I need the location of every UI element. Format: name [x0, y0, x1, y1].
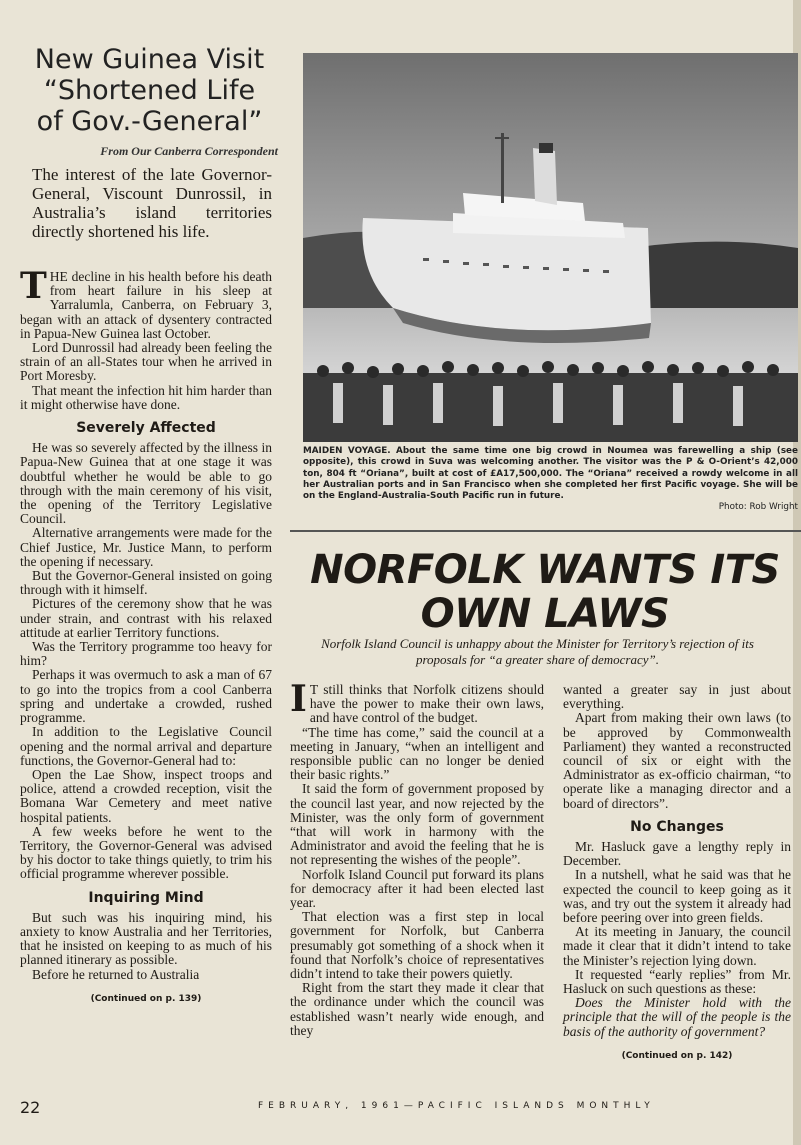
photo-caption [303, 446, 798, 514]
section-rule [290, 530, 801, 532]
paragraph: wanted a greater say in just about everything. [563, 682, 791, 712]
paragraph: Norfolk Island Council put forward its plans for democracy after it had been elected last year. [290, 866, 544, 911]
ship-photo-illustration [303, 53, 798, 442]
paragraph: At its meeting in January, the council made it clear that it didn’t intend to take the Minister’s rejection lying down. [563, 924, 791, 968]
paragraph: That meant the infection hit him harder than it might otherwise have done. [20, 382, 272, 412]
article-headline [22, 44, 277, 137]
paragraph: But the Governor-General insisted on going through with it himself. [20, 568, 272, 598]
running-footer: FEBRUARY, 1961—PACIFIC ISLANDS MONTHLY [258, 1101, 655, 1111]
byline: From Our Canberra Correspondent [100, 144, 278, 158]
first-paragraph: I T still thinks that Norfolk citizens should have the power to make their own laws, and have control of the budget. [290, 678, 544, 726]
headline-line: NORFOLK WANTS ITS [310, 547, 780, 593]
photo-credit: Photo: Rob Wright [718, 502, 798, 513]
subheading: No Changes [630, 818, 724, 835]
paragraph: Apart from making their own laws (to be approved by Commonwealth Parliament) they wanted a reconstructed council of six or eight with the Administrator as ex-officio chairman, “to operate like a managing director and a board of directors”. [563, 710, 791, 811]
left-article-body [20, 265, 272, 1006]
paragraph: Before he returned to Australia [32, 966, 200, 982]
drop-cap: T [20, 265, 47, 307]
paragraph: It said the form of government proposed by the council last year, and now rejected by the Minister, was the only form of government “that will work in harmony with the Administrator and avoid the feeling that he is not representing the wishes of the people”. [290, 781, 544, 868]
paragraph: “The time has come,” said the council at a meeting in January, “when an intelligent and responsible public can no longer be denied their basic rights.” [290, 724, 544, 783]
subheading: Severely Affected [76, 420, 216, 437]
first-paragraph: THE decline in his health before his death from heart failure in his sleep at Yarralumla, Canberra, on February 3, began with an attack of dysentery contracted in Papua-New Guinea last October. [20, 265, 272, 341]
headline-line: “Shortened Life [43, 75, 256, 106]
article-intro: The interest of the late Governor-General, Viscount Dunrossil, in Australia’s island territories directly shortened his life. [32, 165, 272, 241]
paragraph: Mr. Hasluck gave a lengthy reply in December. [563, 839, 791, 869]
headline-line: New Guinea Visit [34, 44, 265, 75]
norfolk-deck: Norfolk Island Council is unhappy about the Minister for Territory’s rejection of its proposals for “a greater share of democracy”. [321, 636, 754, 667]
drop-cap: I [290, 678, 307, 720]
paragraph: Right from the start they made it clear that the ordinance under which the council was established wasn’t nearly wide enough, and they [290, 980, 544, 1038]
subheading: Inquiring Mind [88, 889, 204, 906]
norfolk-column-1 [290, 678, 544, 1038]
paragraph: Was the Territory programme too heavy for him? [20, 639, 272, 669]
continued-note: (Continued on p. 142) [621, 1050, 733, 1061]
paragraph-italic: Does the Minister hold with the principle that the will of the people is the basis of the authority of government? [563, 995, 791, 1039]
paragraph: He was so severely affected by the illness in Papua-New Guinea that at one stage it was doubtful whether he would be able to go through with the main ceremony of his visit, the opening of the Territory Legislative Council. [20, 440, 272, 527]
continued-note: (Continued on p. 139) [90, 993, 202, 1004]
paragraph: Pictures of the ceremony show that he was under strain, and contrast with his relaxed attitude at earlier Territory functions. [20, 596, 272, 640]
paragraph: Alternative arrangements were made for the Chief Justice, Mr. Justice Mann, to perform the opening if necessary. [20, 525, 272, 569]
paragraph: But such was his inquiring mind, his anxiety to know Australia and her Territories, that he insisted on keeping to as much of his planned itinerary as possible. [20, 909, 272, 968]
paragraph: In a nutshell, what he said was that he expected the council to keep going as it was, and try out the system it already had before peering over into green fields. [563, 867, 791, 926]
headline-line: OWN LAWS [420, 591, 670, 637]
paragraph: It requested “early replies” from Mr. Hasluck on such questions as these: [563, 966, 791, 997]
paragraph: Open the Lae Show, inspect troops and police, attend a crowded reception, visit the Bomana War Cemetery and meet native hospital patients. [20, 766, 272, 825]
paragraph: That election was a first step in local government for Norfolk, but Canberra presumably got something of a shock when it found that Norfolk’s choice of representatives didn’t intend to take their powers quietly. [290, 909, 544, 982]
paragraph: Perhaps it was overmuch to ask a man of 67 to go into the tropics from a cool Canberra spring and undertake a crowded, rushed programme. [20, 667, 272, 726]
paragraph: In addition to the Legislative Council opening and the normal arrival and departure functions, the Governor-General had to: [20, 724, 272, 768]
headline-line: of Gov.-General” [36, 106, 263, 137]
paragraph: A few weeks before he went to the Territory, the Governor-General was advised by his doctor to take things quietly, to trim his official programme wherever possible. [20, 823, 272, 882]
norfolk-column-2 [563, 683, 791, 1063]
norfolk-headline [300, 548, 790, 636]
paragraph: Lord Dunrossil had already been feeling the strain of an all-States tour when he arrived in Port Moresby. [20, 340, 272, 384]
caption-text: MAIDEN VOYAGE. About the same time one big crowd in Noumea was farewelling a ship (see opposite), this crowd in Suva was welcoming another. The visitor was the P & O-Orient’s 42,000 ton, 804 ft “Oriana”, built at cost of £A17,500,000. The “Oriana” received a rowdy welcome in all her Australian ports and in San Francisco when she completed her first Pacific voyage. She will be on the England-Australia-South Pacific run in future. [303, 446, 798, 502]
page-number: 22 [20, 1098, 41, 1117]
ship-photo [303, 53, 798, 442]
